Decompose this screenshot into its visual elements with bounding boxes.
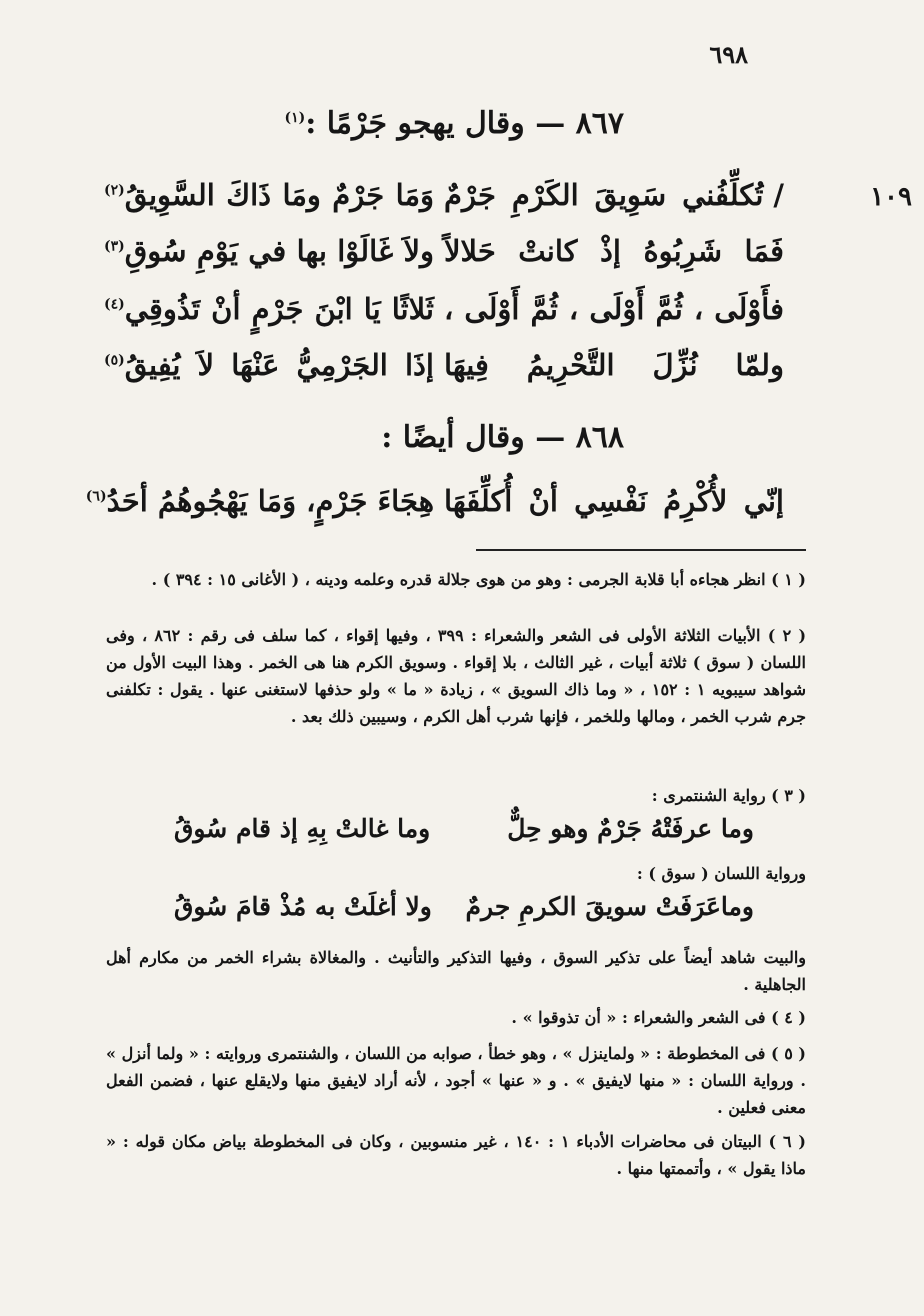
verse-3-hemistich-2: [104, 292, 434, 326]
verse-5-hemistich-1: إنّي لأُكْرِمُ نَفْسِي أنْ أُكلِّفَهَا: [444, 484, 784, 518]
verse-4-hemistich-2: [104, 348, 434, 382]
poem-868-heading: ٨٦٨ — وقال أيضًا :: [381, 420, 624, 455]
verse-4: [104, 348, 784, 404]
footnote-ref-1: (١): [284, 110, 306, 126]
footnote-ref-6: (٦): [85, 488, 107, 505]
poem-867-heading: [284, 106, 624, 141]
margin-marker: /: [773, 178, 784, 212]
verse-1-hemistich-2: [104, 178, 434, 212]
footnote-separator: [476, 549, 806, 551]
footnote-4: ( ٤ ) فى الشعر والشعراء : « أن تذوقوا » .: [511, 1008, 806, 1027]
footnote-3-intro: ( ٣ ) رواية الشنتمرى :: [651, 786, 806, 805]
footnote-ref-5: (٥): [104, 352, 125, 369]
verse-1-hemistich-1: [444, 178, 784, 212]
verse-1: [104, 178, 784, 234]
footnote-6: ( ٦ ) البيتان فى محاضرات الأدباء ١ : ١٤٠ ، غير منسوبين ، وكان فى المخطوطة بياض مكان قوله : « ماذا يقول » ، وأتممتها منها .: [106, 1132, 806, 1178]
footnote-ref-4: (٤): [104, 296, 125, 313]
verse-2-h2-text: ولاَ غَالَوْا بها في يَوْمِ سُوقِ: [124, 234, 434, 268]
footnote-3-verse-1-h1: وما عرفَتْهُ جَرْمٌ وهو حِلٌّ: [507, 814, 754, 843]
verse-4-hemistich-1: ولمّا نُزِّلَ التَّحْرِيمُ فِيهَا: [444, 348, 784, 382]
verse-1-h2-text: وَمَا جَرْمٌ ومَا ذَاكَ السَّوِيقُ: [124, 178, 434, 212]
verse-5-h2-text: هِجَاءَ جَرْمٍ، وَمَا يَهْجُوهُمُ أحَدُ: [106, 484, 434, 518]
footnote-3-note: والبيت شاهد أيضاً على تذكير السوق ، وفيها التذكير والتأنيث . والمغالاة بشراء الخمر من مكارم أهل الجاهلية .: [106, 948, 806, 994]
footnote-3-verse-2-h2: ولا أغلَتْ به مُذْ قامَ سُوقُ: [174, 892, 432, 921]
verse-1-h1-text: تُكلِّفُني سَوِيقَ الكَرْمِ جَرْمٌ: [444, 178, 764, 212]
footnote-ref-3: (٣): [104, 238, 125, 255]
footnote-2: ( ٢ ) الأبيات الثلاثة الأولى فى الشعر والشعراء : ٣٩٩ ، وفيها إقواء ، كما سلف فى رقم : ٨٦٢ ، وفى اللسان ( سوق ) ثلاثة أبيات ، غير الثالث ، بلا إقواء . وسويق الكرم هنا هى الخمر . وهذا البيت الأول من شواهد سيبويه ١ : ١٥٢ ، « وما ذاك السويق » ، زيادة « ما » ولو حذفها لاستغنى عنها . يقول : تكلفنى جرم شرب الخمر ، ومالها وللخمر ، فإنها شرب أهل الكرم ، وسيبين ذلك بعد .: [106, 626, 807, 726]
footnote-5: ( ٥ ) فى المخطوطة : « ولماينزل » ، وهو خطأ ، صوابه من اللسان ، والشنتمرى وروايته : « ولما أنزل » . ورواية اللسان : « منها لايفيق » . و « عنها » أجود ، لأنه أراد لايفيق منها ولايقلع عنها ، فضمن الفعل معنى فعلين .: [106, 1044, 807, 1117]
footnote-3-verse-2-h1: وماعَرَفَتْ سويقَ الكرمِ جرمٌ: [465, 892, 754, 921]
poem-867-title: ٨٦٧ — وقال يهجو جَرْمًا :: [305, 106, 624, 141]
verse-3: [104, 292, 784, 348]
footnote-ref-2: (٢): [104, 182, 125, 199]
page-number: ٦٩٨: [709, 40, 748, 69]
verse-2-hemistich-2: [104, 234, 434, 268]
verse-2: [104, 234, 784, 290]
verse-2-hemistich-1: فَمَا شَرِبُوهُ إذْ كانتْ حَلالاً: [444, 234, 784, 268]
verse-5: [85, 484, 784, 540]
verse-4-h2-text: إذَا الجَرْمِيُّ عَنْهَا لاَ يُفِيقُ: [124, 348, 434, 382]
poem-number: ١٠٩: [870, 182, 912, 212]
footnote-3-verse-1-h2: وما غالتْ بِهِ إذ قام سُوقُ: [174, 814, 431, 843]
verse-3-hemistich-1: فأَوْلَى ، ثُمَّ أَوْلَى ، ثُمَّ أَوْلَى ،: [444, 292, 784, 326]
verse-5-hemistich-2: [85, 484, 434, 518]
verse-3-h2-text: ثَلاثًا يَا ابْنَ جَرْمٍ أنْ تَذُوقِي: [124, 292, 434, 326]
footnote-3-lisan: ورواية اللسان ( سوق ) :: [636, 864, 806, 883]
footnote-1: ( ١ ) انظر هجاءه أبا قلابة الجرمى : وهو من هوى جلالة قدره وعلمه ودينه ، ( الأغانى ١٥ : ٣٩٤ ) .: [151, 570, 806, 589]
